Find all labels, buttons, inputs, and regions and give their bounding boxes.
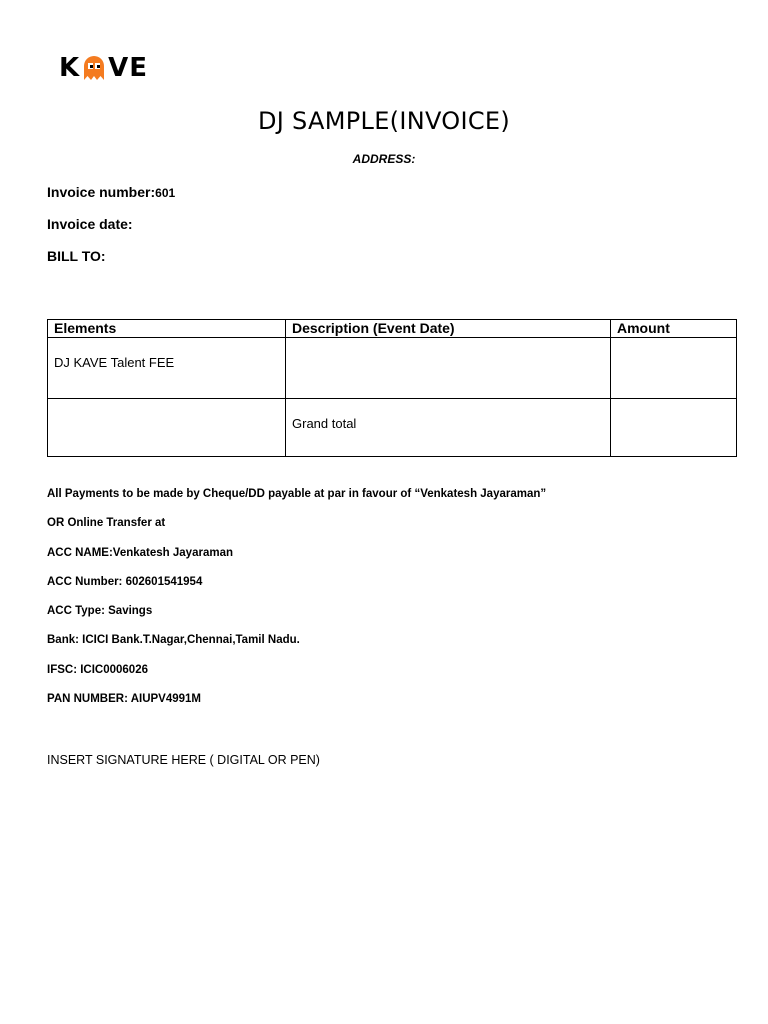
- cell-text: DJ KAVE Talent FEE: [54, 355, 175, 370]
- invoice-date-line: [47, 215, 133, 233]
- logo-text-left: K: [59, 53, 81, 83]
- header-amount: Amount: [611, 320, 737, 338]
- invoice-items-table: [47, 319, 737, 457]
- payment-line: ACC Type: Savings: [47, 605, 153, 618]
- company-logo: [59, 55, 148, 81]
- invoice-number-line: [47, 183, 175, 202]
- table-cell: [611, 338, 737, 399]
- payment-line: OR Online Transfer at: [47, 517, 166, 530]
- table-header-row: [48, 320, 737, 338]
- invoice-number-value: 601: [155, 186, 176, 200]
- header-description: Description (Event Date): [286, 320, 611, 338]
- table-cell: [48, 399, 286, 457]
- table-row: [48, 399, 737, 457]
- payment-line: All Payments to be made by Cheque/DD payable at par in favour of “Venkatesh Jayaraman”: [47, 488, 547, 500]
- logo-text-right: VE: [108, 53, 149, 83]
- table-row: [48, 338, 737, 399]
- payment-line: PAN NUMBER: AIUPV4991M: [47, 693, 201, 706]
- payment-line: ACC Number: 602601541954: [47, 575, 203, 588]
- payment-details: [47, 487, 546, 721]
- payment-line: ACC NAME:Venkatesh Jayaraman: [47, 546, 233, 559]
- address-label: ADDRESS:: [352, 152, 416, 166]
- invoice-number-label: Invoice number:: [47, 184, 156, 200]
- payment-line: Bank: ICICI Bank.T.Nagar,Chennai,Tamil Nadu.: [47, 634, 300, 647]
- table-cell: [286, 399, 611, 457]
- bill-to-label: BILL TO:: [47, 248, 106, 264]
- signature-placeholder: INSERT SIGNATURE HERE ( DIGITAL OR PEN): [47, 753, 320, 767]
- bill-to-line: [47, 247, 106, 265]
- invoice-date-label: Invoice date:: [47, 216, 133, 232]
- header-elements: Elements: [48, 320, 286, 338]
- ghost-icon: [81, 55, 107, 81]
- invoice-title: DJ SAMPLE(INVOICE): [257, 107, 511, 135]
- table-cell: [286, 338, 611, 399]
- table-cell: [611, 399, 737, 457]
- payment-line: IFSC: ICIC0006026: [47, 663, 148, 676]
- cell-text: Grand total: [292, 416, 357, 431]
- table-cell: [48, 338, 286, 399]
